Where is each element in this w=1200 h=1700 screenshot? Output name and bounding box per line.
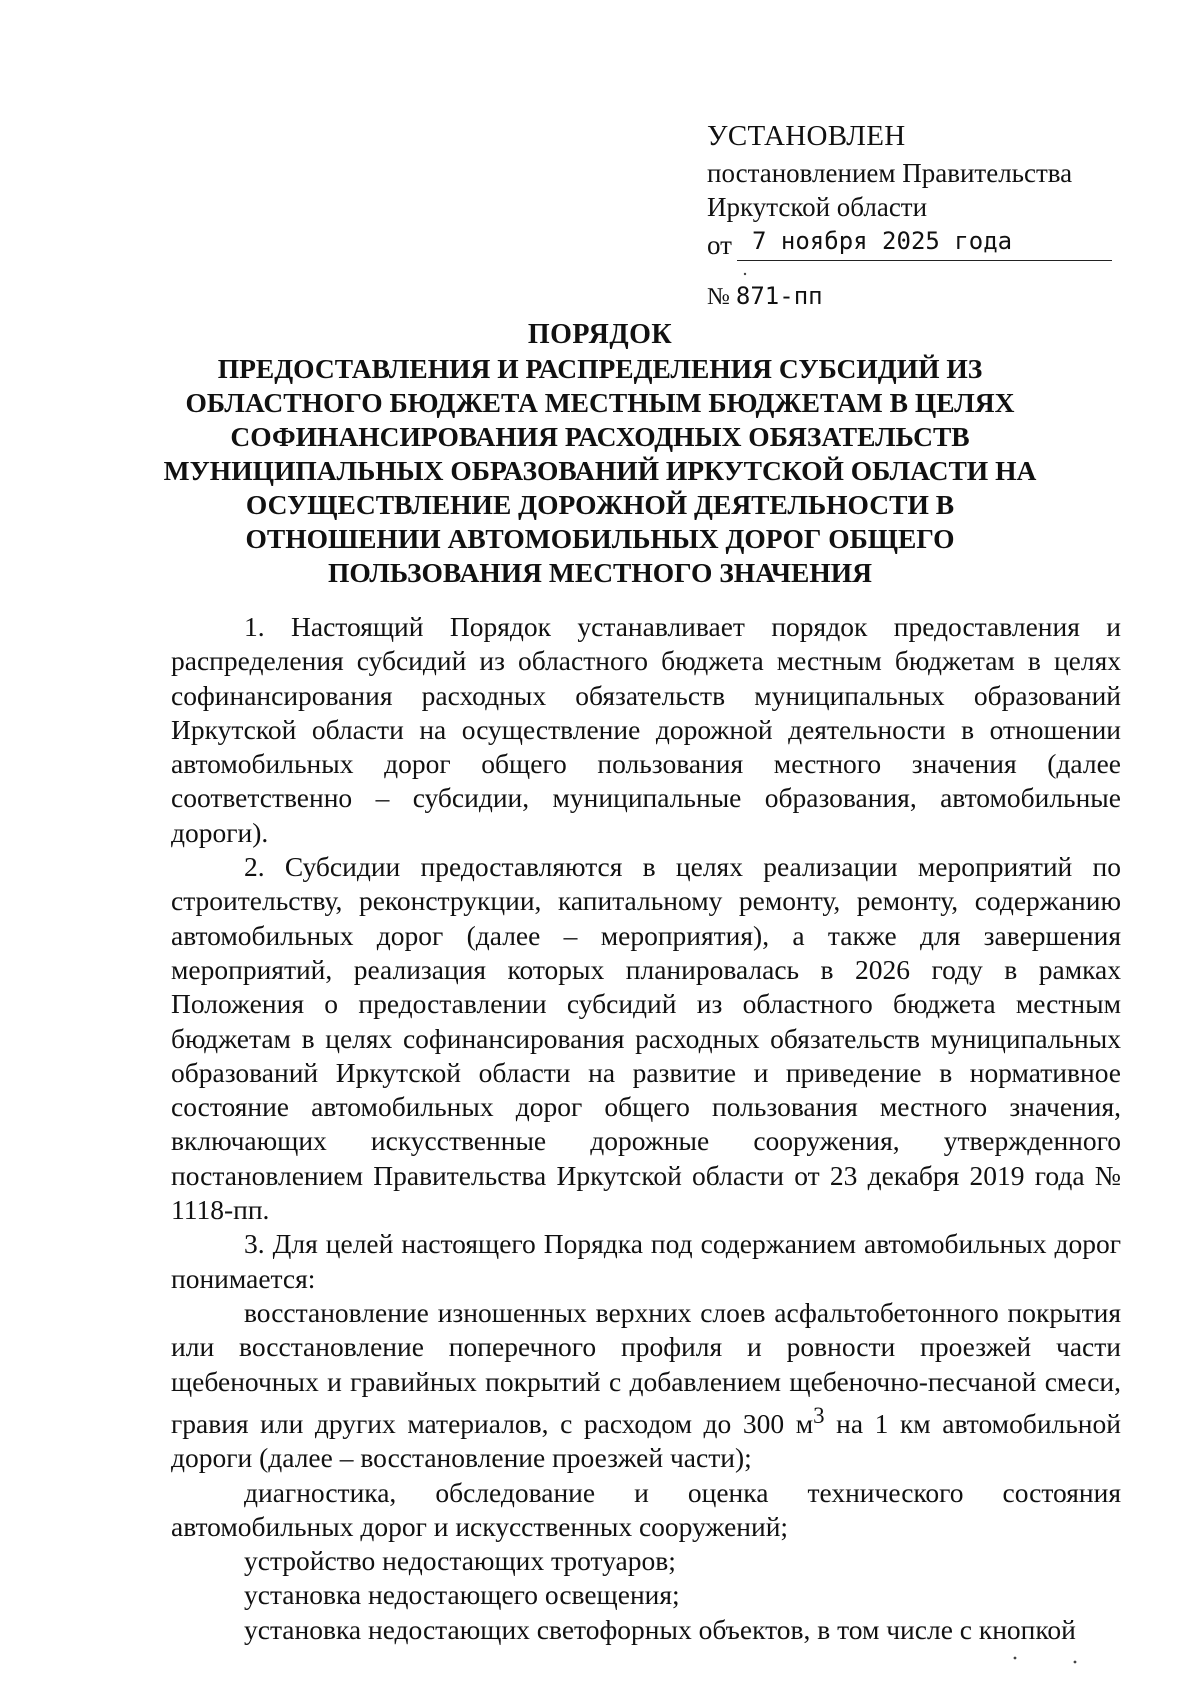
paragraph-2: 2. Субсидии предоставляются в целях реализации мероприятий по строительству, реконструкции, капитальному ремонту, ремонту, содержанию автомобильных дорог (далее – мероприятия), а также для завершения мероприятий, реализация которых планировалась в 2026 году в рамках Положения о предоставлении субсидий из областного бюджета местным бюджетам в целях софинансирования расходных обязательств муниципальных образований Иркутской области на развитие и приведение в нормативное состояние автомобильных дорог общего пользования местного значения, включающих искусственные дорожные сооружения, утвержденного постановлением Правительства Иркутской области от 23 декабря 2019 года № 1118-пп. [171,851,1121,1226]
approval-line-2: Иркутской области [707,192,928,222]
paragraph-sidewalks: устройство недостающих тротуаров; [244,1545,676,1577]
date-underline [737,260,1112,261]
cubic-superscript: 3 [813,1402,825,1428]
approval-line-1: постановлением Правительства [707,158,1073,188]
paragraph-traffic-lights: установка недостающих светофорных объектов, в том числе с кнопкой [244,1613,1076,1645]
paragraph-4-text: восстановление изношенных верхних слоев асфальтобетонного покрытия или восстановление поперечного профиля и ровности проезжей части щебеночных и гравийных покрытий с добавлением щебеночно-песчаной смеси, гравия или других материалов, с расходом до 300 м [171,1296,1121,1439]
approval-number-row [707,278,1117,312]
paragraph-3: 3. Для целей настоящего Порядка под содержанием автомобильных дорог понимается: [171,1228,1121,1294]
paragraph-diagnostics: диагностика, обследование и оценка технического состояния автомобильных дорог и искусственных сооружений; [171,1476,1121,1542]
number-sign: № [707,284,730,310]
document-title: ПОРЯДОК [527,319,673,350]
scan-speck [1074,1661,1077,1664]
paragraph-1: 1. Настоящий Порядок устанавливает порядок предоставления и распределения субсидий из областного бюджета местным бюджетам в целях софинансирования расходных обязательств муниципальных образований Иркутской области на осуществление дорожной деятельности в отношении автомобильных дорог общего пользования местного значения (далее соответственно – субсидии, муниципальные образования, автомобильные дороги). [171,611,1121,848]
paragraph-road-restoration [171,1296,1121,1476]
approval-number: 871-пп [735,282,823,310]
approval-date: 7 ноября 2025 года [752,227,1013,255]
approval-date-row [707,224,1117,260]
approval-date-prefix: от [707,230,732,260]
scan-speck [1014,1657,1017,1660]
approval-stamp [707,116,1117,312]
paragraph-lighting: установка недостающего освещения; [244,1579,680,1611]
document-body [171,610,1121,1647]
document-heading [150,318,1050,590]
approval-title: УСТАНОВЛЕН [707,120,906,152]
document-subtitle: ПРЕДОСТАВЛЕНИЯ И РАСПРЕДЕЛЕНИЯ СУБСИДИЙ ИЗ ОБЛАСТНОГО БЮДЖЕТА МЕСТНЫМ БЮДЖЕТАМ В ЦЕЛЯХ СОФИНАНСИРОВАНИЯ РАСХОДНЫХ ОБЯЗАТЕЛЬСТВ МУНИЦИПАЛЬНЫХ ОБРАЗОВАНИЙ ИРКУТСКОЙ ОБЛАСТИ НА ОСУЩЕСТВЛЕНИЕ ДОРОЖНОЙ ДЕЯТЕЛЬНОСТИ В ОТНОШЕНИИ АВТОМОБИЛЬНЫХ ДОРОГ ОБЩЕГО ПОЛЬЗОВАНИЯ МЕСТНОГО ЗНАЧЕНИЯ [163,353,1037,588]
paragraph-4-tail: на 1 км автомобильной дороги (далее – восстановление проезжей части); [171,1407,1121,1474]
